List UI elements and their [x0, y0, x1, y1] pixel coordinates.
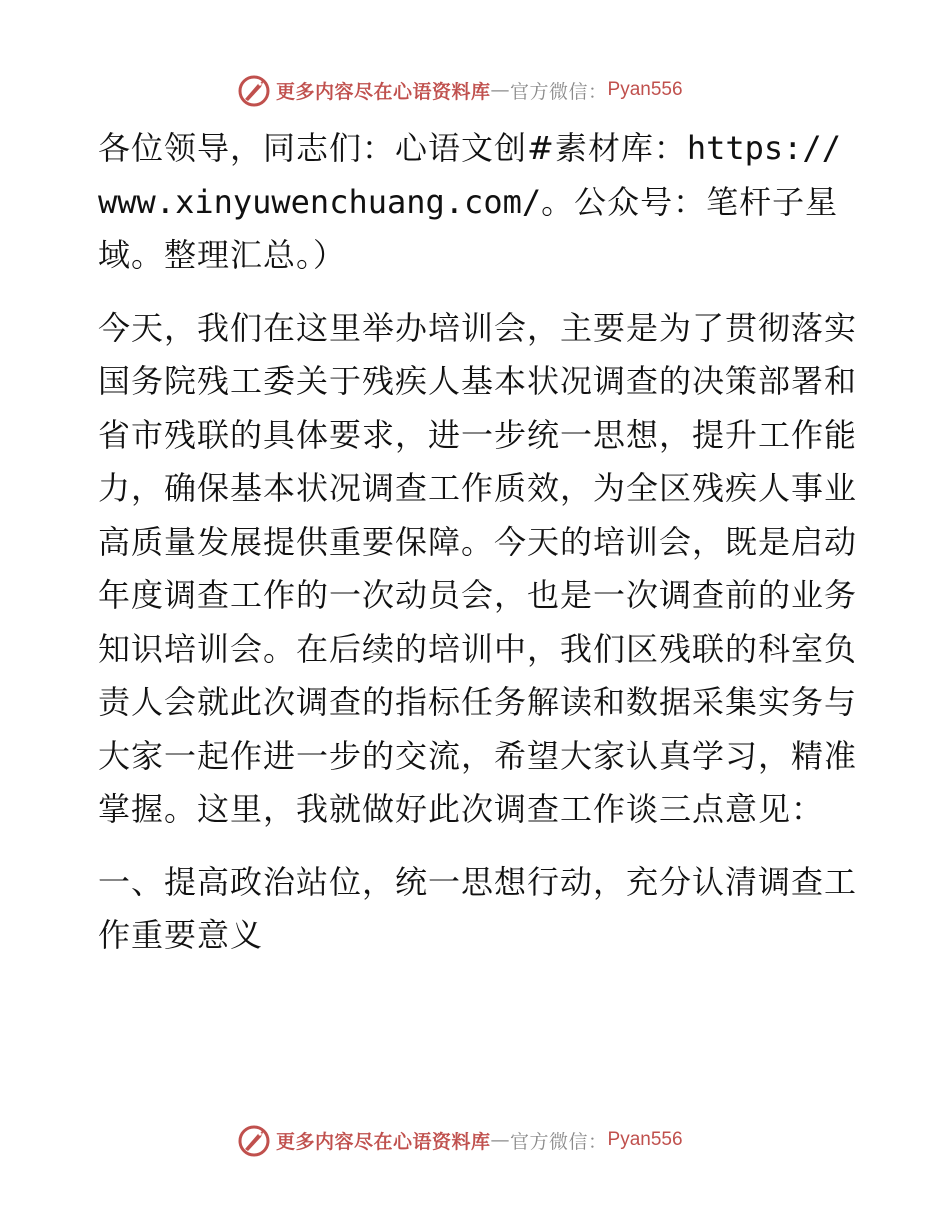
intro-paragraph — [98, 122, 858, 283]
watermark-gray-text: 官方微信： — [510, 80, 608, 103]
watermark-red-text: 更多内容尽在心语资料库 — [276, 80, 491, 103]
watermark-red-text: 更多内容尽在心语资料库 — [276, 1130, 491, 1153]
pen-nib-circle-icon — [236, 72, 272, 108]
footer-watermark — [236, 1120, 716, 1160]
body-paragraph: 今天，我们在这里举办培训会，主要是为了贯彻落实国务院残工委关于残疾人基本状况调查的决策部署和省市残联的具体要求，进一步统一思想，提升工作能力，确保基本状况调查工作质效，为全区残疾人事业高质量发展提供重要保障。今天的培训会，既是启动年度调查工作的一次动员会，也是一次调查前的业务知识培训会。在后续的培训中，我们区残联的科室负责人会就此次调查的指标任务解读和数据采集实务与大家一起作进一步的交流，希望大家认真学习，精准掌握。这里，我就做好此次调查工作谈三点意见： — [98, 308, 858, 828]
watermark-account: Pyan556 — [607, 1129, 683, 1150]
section-heading: 一、提高政治站位，统一思想行动，充分认清调查工作重要意义 — [98, 862, 858, 954]
watermark-gray-text: 官方微信： — [510, 1130, 608, 1153]
document-body — [98, 122, 858, 963]
pen-nib-circle-icon — [236, 1122, 272, 1158]
intro-url: https://www.xinyuwenchuang.com/ — [98, 129, 841, 221]
intro-text: 各位领导，同志们：心语文创#素材库： — [98, 129, 687, 167]
watermark-account: Pyan556 — [607, 79, 683, 100]
watermark-dash: — — [490, 79, 511, 101]
watermark-dash: — — [490, 1129, 511, 1151]
intro-tail: 。公众号：笔杆子星域。整理汇总。） — [98, 182, 839, 274]
header-watermark — [236, 70, 716, 110]
